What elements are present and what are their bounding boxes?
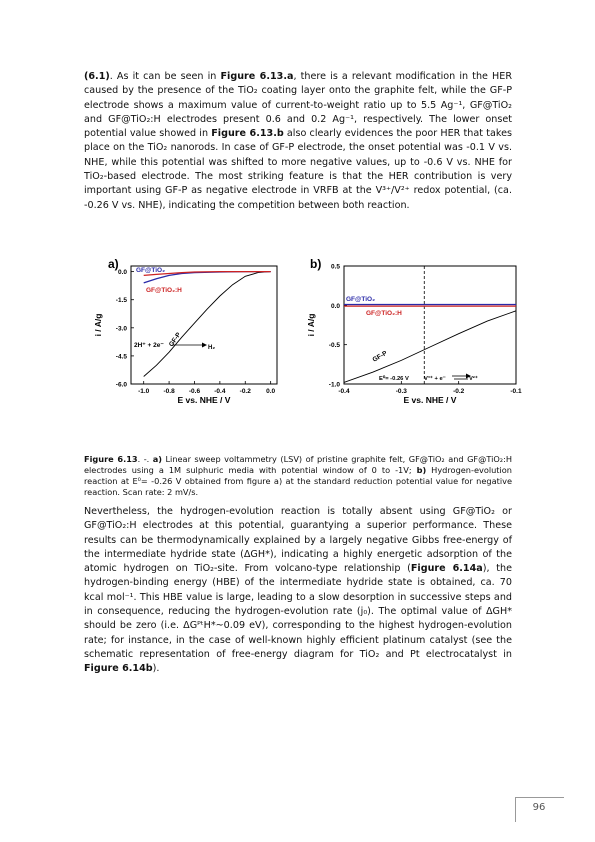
paragraph-1 — [84, 70, 512, 213]
x-tick-label: -0.8 — [163, 388, 175, 395]
paragraph-text: . As it can be seen in — [109, 71, 221, 82]
x-tick-label: -0.3 — [395, 388, 407, 395]
x-tick-label: -0.4 — [338, 388, 350, 395]
chart-annotation: GF@TiO₂:H — [366, 310, 402, 317]
chart-annotation: GF@TiO₂ — [136, 267, 165, 274]
x-tick-label: -1.0 — [138, 388, 150, 395]
x-axis-label: E vs. NHE / V — [403, 395, 457, 405]
y-tick-label: -0.5 — [328, 342, 340, 350]
y-tick-label: 0.0 — [117, 269, 127, 277]
y-tick-label: -4.5 — [115, 353, 127, 361]
paragraph-text: ), the hydrogen-binding energy (HBE) of the intermediate hydride state is obtained, ca. 70 kcal mol⁻¹. This HBE value is large, leading to a slow desorption in successive steps and in consequence, reducing the hydrogen-evolution rate (j₀). The optimal value of ΔGH* should be zero (i.e. ΔGᴾᵗH*~0.09 eV), corresponding to the highest hydrogen-evolution rate; for instance, in the case of well-known highly efficient platinum catalyst (see the schematic representation of free-energy diagram for TiO₂ and Pt electrocatalyst in — [84, 563, 512, 660]
series-line-gfp — [344, 311, 516, 383]
paragraph-text: ). — [152, 663, 160, 675]
caption-text: Linear sweep voltammetry (LSV) of pristine graphite felt, GF@TiO₂ and GF@TiO₂:H electrodes using a 1M sulphuric media with potential window of 0 to -1V; — [84, 454, 512, 475]
caption-text: . -. — [137, 454, 153, 464]
y-axis-label: i / A/g — [93, 313, 103, 337]
paragraph-text: Nevertheless, the hydrogen-evolution reaction is totally absent using GF@TiO₂ or GF@TiO₂:H electrodes at this potential, guarantying a superior performance. These results can be thermodynamically explained by a largely negative Gibbs free-energy of the intermediate hydride state (ΔGH*), indicating a highly energetic adsorption of the atomic hydrogen on TiO₂-site. From volcano-type relationship ( — [84, 506, 512, 575]
caption-panel-a: a) — [152, 454, 163, 464]
chart-annotation: H₂ — [208, 345, 215, 351]
x-tick-label: -0.1 — [510, 388, 522, 395]
caption-panel-b: b) — [416, 465, 427, 475]
y-tick-label: 0.0 — [330, 302, 340, 310]
x-tick-label: -0.4 — [214, 388, 226, 395]
x-tick-label: 0.0 — [266, 388, 276, 395]
arrow-head — [202, 343, 207, 348]
panel-label: b) — [310, 257, 322, 271]
panel-label: a) — [108, 257, 119, 271]
y-tick-label: -1.5 — [115, 297, 127, 305]
x-axis-label: E vs. NHE / V — [177, 395, 231, 405]
figure-ref: Figure 6.14a — [410, 563, 483, 575]
page-number: 96 — [532, 802, 546, 813]
chart-annotation: 2H⁺ + 2e⁻ — [134, 342, 164, 349]
caption-text: Hydrogen-evolution reaction at E⁰= -0.26 V obtained from figure a) at the standard reduction potential value for negative reaction. Scan rate: 2 mV/s. — [84, 465, 512, 497]
equation-ref: (6.1) — [84, 71, 110, 82]
figure-ref: Figure 6.13.b — [211, 128, 284, 140]
y-tick-label: -6.0 — [115, 381, 127, 389]
y-axis-label: i / A/g — [306, 313, 316, 337]
caption-label: Figure 6.13 — [84, 454, 138, 464]
y-tick-label: -1.0 — [328, 381, 340, 389]
figure-6-13 — [84, 252, 522, 442]
x-tick-label: -0.2 — [453, 388, 465, 395]
figure-ref: Figure 6.13.a — [220, 71, 294, 82]
figure-caption — [84, 454, 512, 498]
chart-annotation: GF-P — [167, 331, 183, 349]
chart-annotation: GF-P — [371, 349, 389, 364]
chart-annotation: GF@TiO₂ — [346, 296, 375, 303]
figure-svg — [84, 252, 522, 442]
y-tick-label: -3.0 — [115, 325, 127, 333]
paragraph-text: , there is a relevant modification in the HER caused by the presence of the TiO₂ coating layer onto the graphite felt, while the GF-P electrode shows a maximum value of current-to-weight ratio up to 5.5 Ag⁻¹, GF@TiO₂ and GF@TiO₂:H electrodes present 0.6 and 0.2 Ag⁻¹, respectively. The lower onset potential value showed in — [84, 71, 512, 140]
y-tick-label: 0.5 — [330, 263, 340, 271]
paragraph-2 — [84, 505, 512, 677]
chart-annotation: GF@TiO₂:H — [146, 287, 182, 294]
x-tick-label: -0.2 — [239, 388, 251, 395]
chart-annotation: V²⁺ — [469, 376, 478, 382]
plot-frame — [344, 266, 516, 384]
plot-frame — [131, 266, 277, 384]
paragraph-text: also clearly evidences the poor HER that takes place on the TiO₂ nanorods. In case of GF-P electrode, the onset potential was -0.1 V vs. NHE, while this potential was shifted to more negative values, up to -0.6 V vs. NHE for TiO₂-based electrode. The most striking feature is that the HER contribution is very important using GF-P as negative electrode in VRFB at the V³⁺/V²⁺ redox potential, (ca. -0.26 V vs. NHE), indicating the competition between both reaction. — [84, 128, 512, 211]
chart-annotation: V³⁺ + e⁻ — [424, 376, 446, 382]
figure-ref: Figure 6.14b — [84, 663, 153, 675]
chart-annotation: E⁰= -0.26 V — [379, 376, 409, 382]
x-tick-label: -0.6 — [188, 388, 201, 395]
